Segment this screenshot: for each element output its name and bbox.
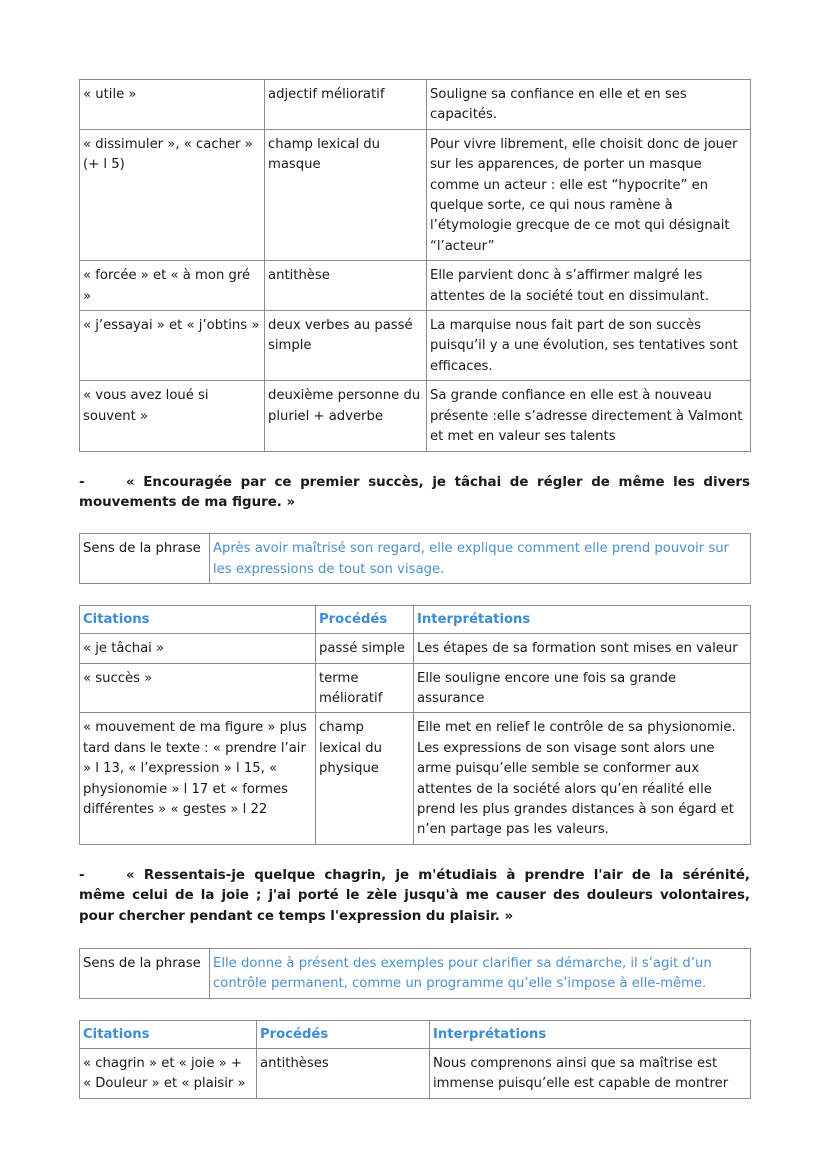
- table-row: [80, 949, 751, 999]
- interpretation-cell: Elle met en relief le contrôle de sa physionomie. Les expressions de son visage sont alors une arme puisqu’elle semble se conformer aux attentes de la société alors qu’en réalité elle prend les plus grandes distances à son égard et n’en partage pas les valeurs.: [414, 713, 751, 844]
- citation-cell: « j’essayai » et « j’obtins »: [80, 311, 265, 381]
- sens-label: Sens de la phrase: [80, 949, 210, 999]
- sens-table-2: [79, 948, 751, 999]
- table-row: [80, 634, 751, 663]
- procede-cell: deux verbes au passé simple: [265, 311, 427, 381]
- analysis-table-3: [79, 1020, 751, 1099]
- procede-cell: deuxième personne du pluriel + adverbe: [265, 381, 427, 451]
- procede-cell: passé simple: [316, 634, 414, 663]
- quote-paragraph: [79, 866, 750, 927]
- document-page: [79, 79, 750, 1099]
- interpretation-cell: Les étapes de sa formation sont mises en valeur: [414, 634, 751, 663]
- interpretation-cell: Souligne sa confiance en elle et en ses capacités.: [427, 80, 751, 130]
- quote-text: « Ressentais-je quelque chagrin, je m'étudiais à prendre l'air de la sérénité, même celui de la joie ; j'ai porté le zèle jusqu'à me causer des douleurs volontaires, pour chercher pendant ce temps l'expression du plaisir. »: [79, 867, 750, 924]
- sens-text: Après avoir maîtrisé son regard, elle explique comment elle prend pouvoir sur les expressions de tout son visage.: [210, 534, 751, 584]
- table-row: [80, 663, 751, 713]
- interpretation-cell: Nous comprenons ainsi que sa maîtrise est immense puisqu’elle est capable de montrer: [430, 1048, 751, 1098]
- quote-text: « Encouragée par ce premier succès, je tâchai de régler de même les divers mouvements de ma figure. »: [79, 474, 750, 510]
- table-row: [80, 713, 751, 844]
- bullet-dash: -: [79, 474, 85, 490]
- citation-cell: « chagrin » et « joie » + « Douleur » et « plaisir »: [80, 1048, 257, 1098]
- table-row: [80, 1048, 751, 1098]
- procede-cell: terme mélioratif: [316, 663, 414, 713]
- sens-table-1: [79, 533, 751, 584]
- citation-cell: « mouvement de ma figure » plus tard dans le texte : « prendre l’air » l 13, « l’expression » l 15, « physionomie » l 17 et « formes différentes » « gestes » l 22: [80, 713, 316, 844]
- interpretation-cell: Elle parvient donc à s’affirmer malgré les attentes de la société tout en dissimulant.: [427, 261, 751, 311]
- table-row: [80, 381, 751, 451]
- bullet-dash: -: [79, 867, 85, 883]
- column-header-procedes: Procédés: [257, 1020, 430, 1048]
- table-row: [80, 129, 751, 260]
- column-header-procedes: Procédés: [316, 606, 414, 634]
- interpretation-cell: Sa grande confiance en elle est à nouveau présente :elle s’adresse directement à Valmont et met en valeur ses talents: [427, 381, 751, 451]
- interpretation-cell: La marquise nous fait part de son succès puisqu’il y a une évolution, ses tentatives sont efficaces.: [427, 311, 751, 381]
- citation-cell: « utile »: [80, 80, 265, 130]
- citation-cell: « succès »: [80, 663, 316, 713]
- table-header-row: [80, 606, 751, 634]
- analysis-table-1: [79, 79, 751, 452]
- column-header-interpretations: Interprétations: [414, 606, 751, 634]
- table-header-row: [80, 1020, 751, 1048]
- table-row: [80, 261, 751, 311]
- column-header-citations: Citations: [80, 606, 316, 634]
- citation-cell: « vous avez loué si souvent »: [80, 381, 265, 451]
- interpretation-cell: Pour vivre librement, elle choisit donc de jouer sur les apparences, de porter un masque comme un acteur : elle est “hypocrite” en quelque sorte, ce qui nous ramène à l’étymologie grecque de ce mot qui désignait “l’acteur”: [427, 129, 751, 260]
- procede-cell: champ lexical du masque: [265, 129, 427, 260]
- sens-text: Elle donne à présent des exemples pour clarifier sa démarche, il s’agit d’un contrôle permanent, comme un programme qu’elle s’impose à elle-même.: [210, 949, 751, 999]
- table-row: [80, 311, 751, 381]
- column-header-citations: Citations: [80, 1020, 257, 1048]
- procede-cell: antithèse: [265, 261, 427, 311]
- procede-cell: adjectif mélioratif: [265, 80, 427, 130]
- table-row: [80, 534, 751, 584]
- citation-cell: « dissimuler », « cacher » (+ l 5): [80, 129, 265, 260]
- citation-cell: « je tâchai »: [80, 634, 316, 663]
- procede-cell: antithèses: [257, 1048, 430, 1098]
- analysis-table-2: [79, 605, 751, 845]
- quote-paragraph: [79, 473, 750, 514]
- interpretation-cell: Elle souligne encore une fois sa grande assurance: [414, 663, 751, 713]
- sens-label: Sens de la phrase: [80, 534, 210, 584]
- table-row: [80, 80, 751, 130]
- citation-cell: « forcée » et « à mon gré »: [80, 261, 265, 311]
- procede-cell: champ lexical du physique: [316, 713, 414, 844]
- column-header-interpretations: Interprétations: [430, 1020, 751, 1048]
